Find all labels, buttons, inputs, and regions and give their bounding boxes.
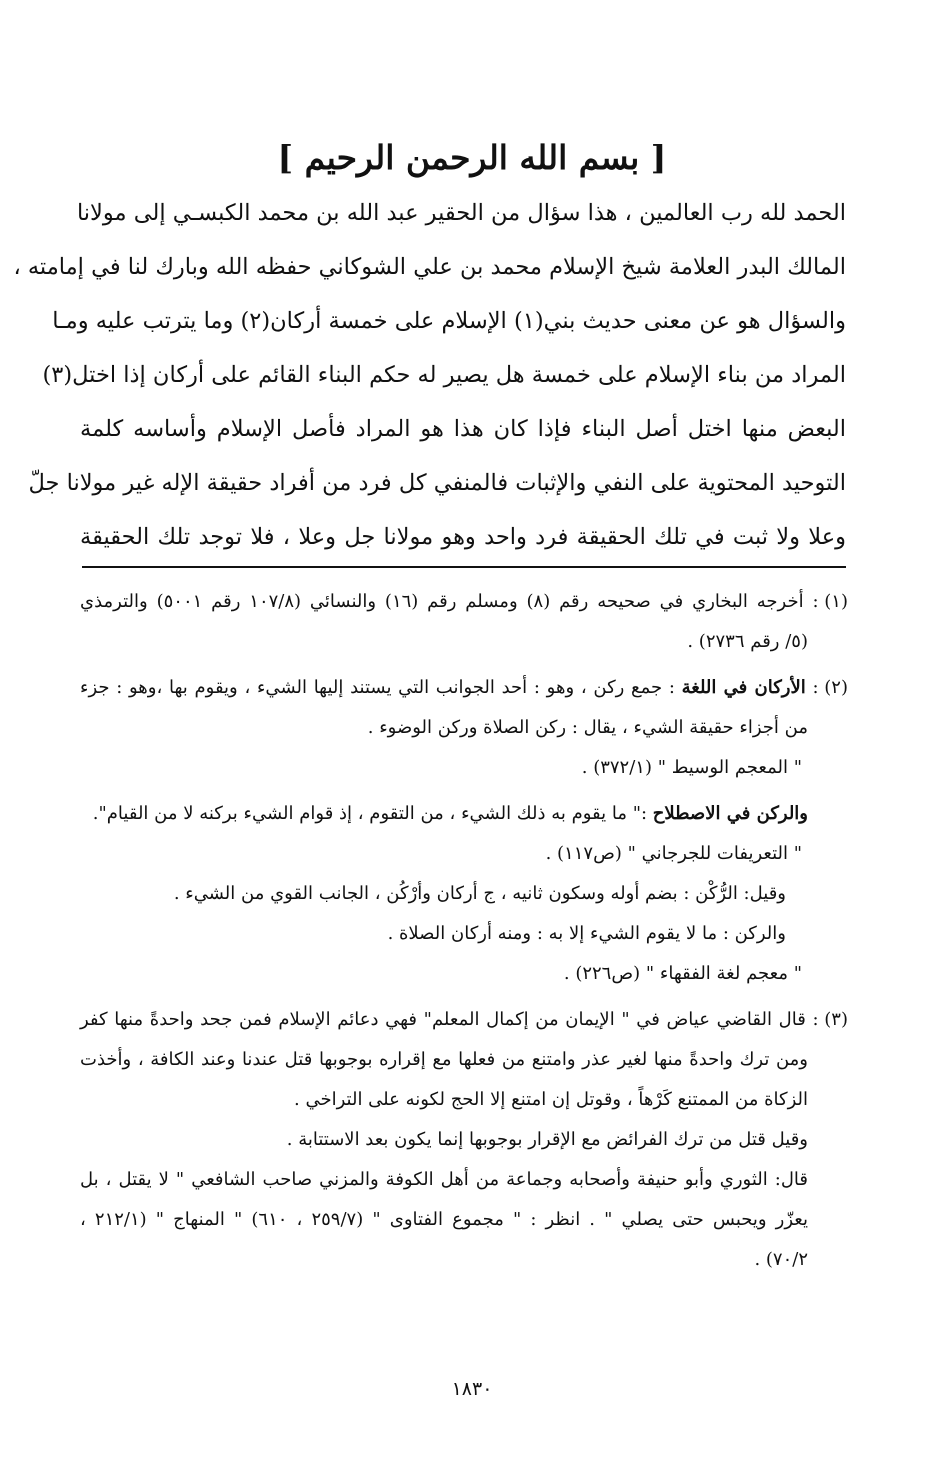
footnote-3-line	[80, 1000, 848, 1040]
footnote-3-line: قال: الثوري وأبو حنيفة وأصحابه وجماعة من أهل الكوفة والمزني صاحب الشافعي " لا يقتل ، بل	[80, 1169, 808, 1190]
footnote-number: (١) :	[812, 591, 848, 612]
footnote-1-line: (٥/ رقم ٢٧٣٦) .	[687, 631, 808, 652]
footnote-3-line: ٧٠/٢) .	[754, 1249, 808, 1270]
footnote-2-line: " المعجم الوسيط " (٣٧٢/١) .	[581, 757, 802, 778]
footnote-2-line	[80, 668, 848, 708]
body-line: الحمد لله رب العالمين ، هذا سؤال من الحقير عبد الله بن محمد الكبسـي إلى مولانا	[76, 200, 846, 226]
page-number: ١٨٣٠	[451, 1378, 493, 1400]
footnote-separator	[82, 566, 846, 568]
footnotes	[80, 582, 848, 1280]
footnote-2-line: من أجزاء حقيقة الشيء ، يقال : ركن الصلاة وركن الوضوء .	[367, 717, 808, 738]
footnote-term: والركن في الاصطلاح	[652, 803, 808, 824]
body-line: المالك البدر العلامة شيخ الإسلام محمد بن علي الشوكاني حفظه الله وبارك لنا في إمامته ،	[13, 254, 846, 280]
footnote-text: قال القاضي عياض في " الإيمان من إكمال المعلم" فهي دعائم الإسلام فمن جحد واحدةً منها كفر	[80, 1009, 806, 1030]
body-line: التوحيد المحتوية على النفي والإثبات فالمنفي كل فرد من أفراد حقيقة الإله غير مولانا جلّ	[28, 470, 846, 496]
body-line: وعلا ولا ثبت في تلك الحقيقة فرد واحد وهو مولانا جل وعلا ، فلا توجد تلك الحقيقة	[80, 524, 846, 550]
footnote-number: (٢) :	[812, 677, 848, 698]
body-line: المراد من بناء الإسلام على خمسة هل يصير له حكم البناء القائم على أركان إذا اختل(٣)	[42, 362, 846, 388]
footnote-2-line: " التعريفات للجرجاني " (ص١١٧) .	[545, 843, 802, 864]
footnote-3-line: الزكاة من الممتنع كَرْهاً ، وقوتل إن امتنع إلا الحج لكونه على التراخي .	[294, 1089, 808, 1110]
footnote-term: الأركان في اللغة	[681, 677, 806, 698]
footnote-2-line: والركن : ما لا يقوم الشيء إلا به : ومنه أركان الصلاة .	[387, 923, 786, 944]
footnote-text: :" ما يقوم به ذلك الشيء ، من التقوم ، إذ قوام الشيء بركنه لا من القيام".	[92, 803, 648, 824]
footnote-2-line: وقيل: الرُّكْن : بضم أوله وسكون ثانيه ، ج أركان وأرْكُن ، الجانب القوي من الشيء .	[173, 883, 786, 904]
body-line: والسؤال هو عن معنى حديث بني(١) الإسلام على خمسة أركان(٢) وما يترتب عليه ومـا	[52, 308, 846, 334]
footnote-3-line: يعزّر ويحبس حتى يصلي " . انظر : " مجموع الفتاوى " (٢٥٩/٧ ، ٦١٠) " المنهاج " (٢١٢/١ ،	[80, 1209, 808, 1230]
body-line: البعض منها اختل أصل البناء فإذا كان هذا هو المراد فأصل الإسلام وأساسه كلمة	[80, 416, 846, 442]
footnote-3-line: وقيل قتل من ترك الفرائض مع الإقرار بوجوبها إنما يكون بعد الاستتابة .	[286, 1129, 808, 1150]
footnote-2-line	[80, 794, 848, 834]
footnote-text: أخرجه البخاري في صحيحه رقم (٨) ومسلم رقم (١٦) والنسائي (١٠٧/٨ رقم ٥٠٠١) والترمذي	[80, 591, 804, 612]
main-text	[13, 186, 846, 564]
footnote-number: (٣) :	[812, 1009, 848, 1030]
footnote-2-line: " معجم لغة الفقهاء " (ص٢٢٦) .	[563, 963, 802, 984]
footnote-1-line	[80, 582, 848, 622]
footnote-3-line: ومن ترك واحدةً منها لغير عذر وامتنع من فعلها مع إقراره بوجوبها قتل عندنا وعند الكافة ، وأخذت	[80, 1049, 808, 1070]
footnote-text: : جمع ركن ، وهو : أحد الجوانب التي يستند إليها الشيء ، ويقوم بها ،وهو : جزء	[80, 677, 675, 698]
page-title: [ بسم الله الرحمن الرحيم ]	[277, 138, 667, 177]
